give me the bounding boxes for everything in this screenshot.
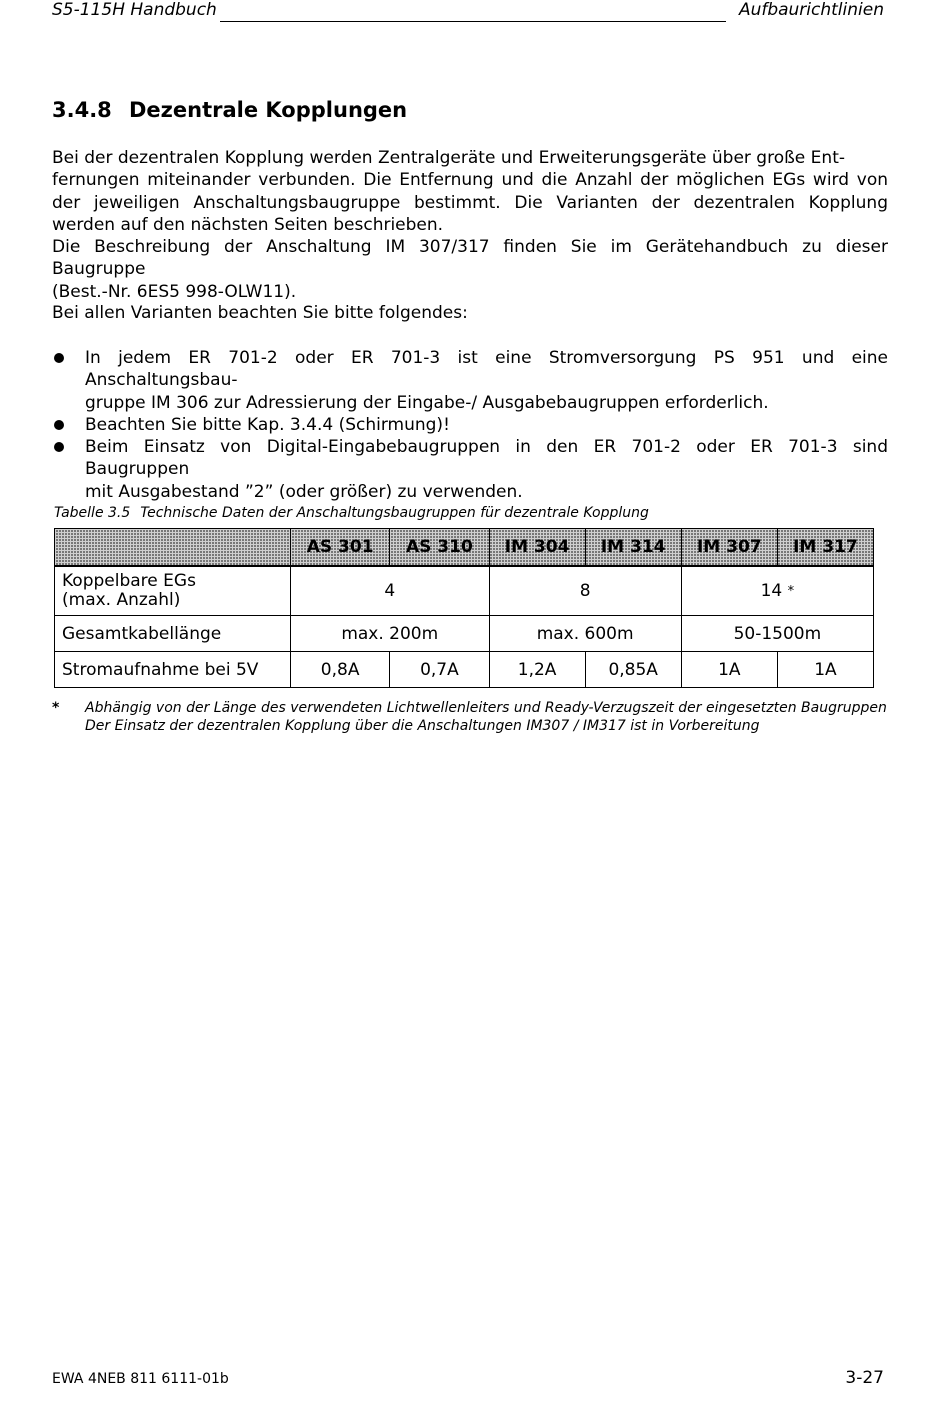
bullet-line: Beachten Sie bitte Kap. 3.4.4 (Schirmung)!: [85, 414, 450, 435]
row-label-line: (max. Anzahl): [62, 590, 181, 610]
header-chapter: Aufbaurichtlinien: [738, 0, 884, 20]
row-label-line: Koppelbare EGs: [62, 571, 196, 591]
page-header: [52, 0, 884, 26]
header-cell: AS 301: [291, 529, 390, 567]
table-cell: 1A: [681, 652, 777, 688]
header-cell: IM 304: [489, 529, 585, 567]
table-cell: 1,2A: [489, 652, 585, 688]
header-title: S5-115H Handbuch: [52, 0, 217, 20]
intro-line: Bei der dezentralen Kopplung werden Zentralgeräte und Erweiterungsgeräte über große Ent-: [52, 148, 845, 168]
section-number: 3.4.8: [52, 98, 112, 122]
table-header-row: [55, 529, 874, 567]
caption-label: Tabelle 3.5: [54, 505, 131, 521]
bullet-line: mit Ausgabestand ”2” (oder größer) zu verwenden.: [85, 481, 523, 502]
note-intro: Bei allen Varianten beachten Sie bitte folgendes:: [52, 303, 468, 323]
page-number: 3-27: [845, 1368, 884, 1388]
cell-value: 14: [760, 581, 783, 601]
footer-doc-id: EWA 4NEB 811 6111-01b: [52, 1371, 229, 1387]
footnote-mark: *: [52, 700, 60, 716]
list-item: [52, 414, 888, 436]
bullet-dot: [54, 442, 64, 452]
intro-paragraph: [52, 147, 888, 303]
bullet-line: gruppe IM 306 zur Adressierung der Eingabe-/ Ausgabebaugruppen erforderlich.: [85, 392, 769, 413]
intro-line: Die Beschreibung der Anschaltung IM 307/317 finden Sie im Gerätehandbuch zu dieser Baugruppe: [52, 237, 888, 280]
footnote-line: Der Einsatz der dezentralen Kopplung über die Anschaltungen IM307 / IM317 ist in Vorbereitung: [85, 717, 760, 734]
table-cell: max. 200m: [291, 616, 490, 652]
footnote: [52, 700, 887, 735]
footnote-line: Abhängig von der Länge des verwendeten Lichtwellenleiters und Ready-Verzugszeit der eingesetzten Baugruppen: [85, 700, 887, 716]
table-row: [55, 566, 874, 616]
list-item: [52, 347, 888, 414]
header-rule: [220, 21, 726, 22]
intro-line: (Best.-Nr. 6ES5 998-OLW11).: [52, 281, 297, 302]
section-heading: [52, 98, 407, 122]
bullet-dot: [54, 420, 64, 430]
table-row: [55, 652, 874, 688]
bullet-dot: [54, 353, 64, 363]
header-cell: AS 310: [390, 529, 489, 567]
intro-line: der jeweiligen Anschaltungsbaugruppe bestimmt. Die Varianten der dezentralen Kopplung: [52, 192, 888, 213]
table-cell: max. 600m: [489, 616, 681, 652]
bullet-line: Beim Einsatz von Digital-Eingabebaugruppen in den ER 701-2 oder ER 701-3 sind Baugruppen: [85, 437, 888, 480]
table-cell: 8: [489, 566, 681, 616]
header-cell: IM 317: [777, 529, 873, 567]
header-cell: IM 314: [585, 529, 681, 567]
intro-line: werden auf den nächsten Seiten beschrieben.: [52, 214, 444, 235]
table-row: [55, 616, 874, 652]
section-title: Dezentrale Kopplungen: [129, 98, 408, 122]
row-label: Stromaufnahme bei 5V: [55, 652, 291, 688]
table-cell: 0,8A: [291, 652, 390, 688]
table-cell: 4: [291, 566, 490, 616]
table-cell: 1A: [777, 652, 873, 688]
intro-line: fernungen miteinander verbunden. Die Entfernung und die Anzahl der möglichen EGs wird von: [52, 170, 888, 191]
footnote-marker: *: [787, 584, 795, 599]
caption-text: Technische Daten der Anschaltungsbaugruppen für dezentrale Kopplung: [140, 505, 649, 521]
header-cell-empty: [55, 529, 291, 567]
bullet-list: [52, 347, 888, 503]
table-cell: [681, 566, 873, 616]
data-table: [54, 528, 874, 688]
table-caption: [54, 505, 649, 521]
bullet-line: In jedem ER 701-2 oder ER 701-3 ist eine Stromversorgung PS 951 und eine Anschaltungsbau-: [85, 348, 888, 391]
table-cell: 0,85A: [585, 652, 681, 688]
table-cell: 50-1500m: [681, 616, 873, 652]
header-cell: IM 307: [681, 529, 777, 567]
list-item: [52, 436, 888, 503]
table-cell: 0,7A: [390, 652, 489, 688]
row-label: [55, 566, 291, 616]
row-label: Gesamtkabellänge: [55, 616, 291, 652]
